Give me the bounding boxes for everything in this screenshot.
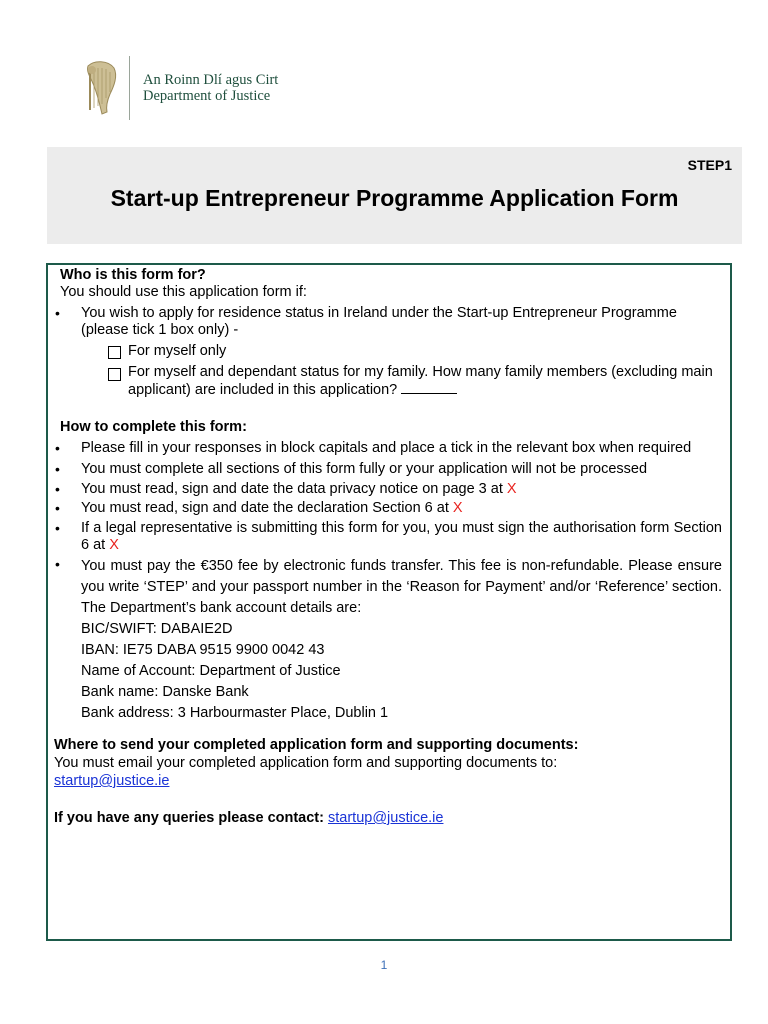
who-heading: Who is this form for? — [60, 267, 206, 283]
bullet-icon: • — [55, 440, 60, 456]
how-bullet-5-text: If a legal representative is submitting this form for you, you must sign the authorisation form Section 6 at — [81, 520, 722, 553]
family-label: For myself and dependant status for my family. How many family members (excluding main applicant) are included in this application? — [128, 364, 713, 398]
myself-only-label: For myself only — [128, 343, 227, 359]
how-bullet-4 — [81, 500, 722, 517]
send-text: You must email your completed application form and supporting documents to: — [54, 755, 558, 771]
bullet-icon: • — [55, 305, 60, 321]
send-email-line — [54, 773, 720, 790]
how-bullet-1: Please fill in your responses in block capitals and place a tick in the relevant box when required — [81, 440, 692, 456]
how-bullet-2: You must complete all sections of this form fully or your application will not be processed — [81, 461, 648, 477]
harp-icon — [80, 60, 120, 116]
bullet-icon: • — [55, 520, 60, 536]
myself-only-checkbox[interactable] — [108, 346, 121, 359]
how-bullet-3 — [81, 481, 722, 498]
bullet-icon: • — [55, 481, 60, 497]
bullet-icon: • — [55, 461, 60, 477]
send-email-link[interactable]: startup@justice.ie — [54, 773, 170, 789]
how-bullet-3-text: You must read, sign and date the data privacy notice on page 3 at — [81, 481, 503, 497]
send-heading: Where to send your completed application form and supporting documents: — [54, 737, 579, 753]
bank-address: Bank address: 3 Harbourmaster Place, Dublin 1 — [81, 705, 389, 721]
how-bullet-6: You must pay the €350 fee by electronic funds transfer. This fee is non-refundable. Please ensure you write ‘STEP’ and your passport number in the ‘Reason for Payment’ and/or ‘Reference’ section. The Department’s bank account details are: — [81, 558, 722, 616]
signature-mark: X — [452, 500, 463, 516]
how-bullet-5 — [81, 520, 722, 554]
bank-details — [81, 619, 722, 724]
bank-name: Bank name: Danske Bank — [81, 684, 249, 700]
logo-divider — [129, 56, 130, 120]
queries-email-link[interactable]: startup@justice.ie — [328, 810, 444, 826]
bank-bic: BIC/SWIFT: DABAIE2D — [81, 621, 233, 637]
bullet-icon: • — [55, 556, 60, 572]
bank-account-name: Name of Account: Department of Justice — [81, 663, 341, 679]
queries-line — [54, 810, 720, 827]
bullet-icon: • — [55, 500, 60, 516]
family-checkbox[interactable] — [108, 368, 121, 381]
who-intro: You should use this application form if: — [60, 284, 307, 300]
bank-iban: IBAN: IE75 DABA 9515 9900 0042 43 — [81, 642, 325, 658]
signature-mark: X — [506, 481, 517, 497]
instructions-box — [46, 263, 732, 941]
title-banner — [47, 147, 742, 244]
department-name-english: Department of Justice — [143, 88, 271, 104]
how-heading: How to complete this form: — [60, 419, 247, 435]
step-label: STEP1 — [687, 157, 732, 173]
family-count-field[interactable] — [401, 381, 457, 394]
form-title: Start-up Entrepreneur Programme Application Form — [110, 185, 679, 211]
department-name-irish: An Roinn Dlí agus Cirt — [143, 72, 279, 88]
signature-mark: X — [109, 537, 119, 553]
who-bullet: You wish to apply for residence status in Ireland under the Start-up Entrepreneur Programme (please tick 1 box only) - — [81, 305, 677, 338]
family-option — [128, 364, 722, 399]
how-bullet-4-text: You must read, sign and date the declaration Section 6 at — [81, 500, 449, 516]
queries-label: If you have any queries please contact: — [54, 810, 324, 826]
page-number: 1 — [380, 958, 388, 972]
